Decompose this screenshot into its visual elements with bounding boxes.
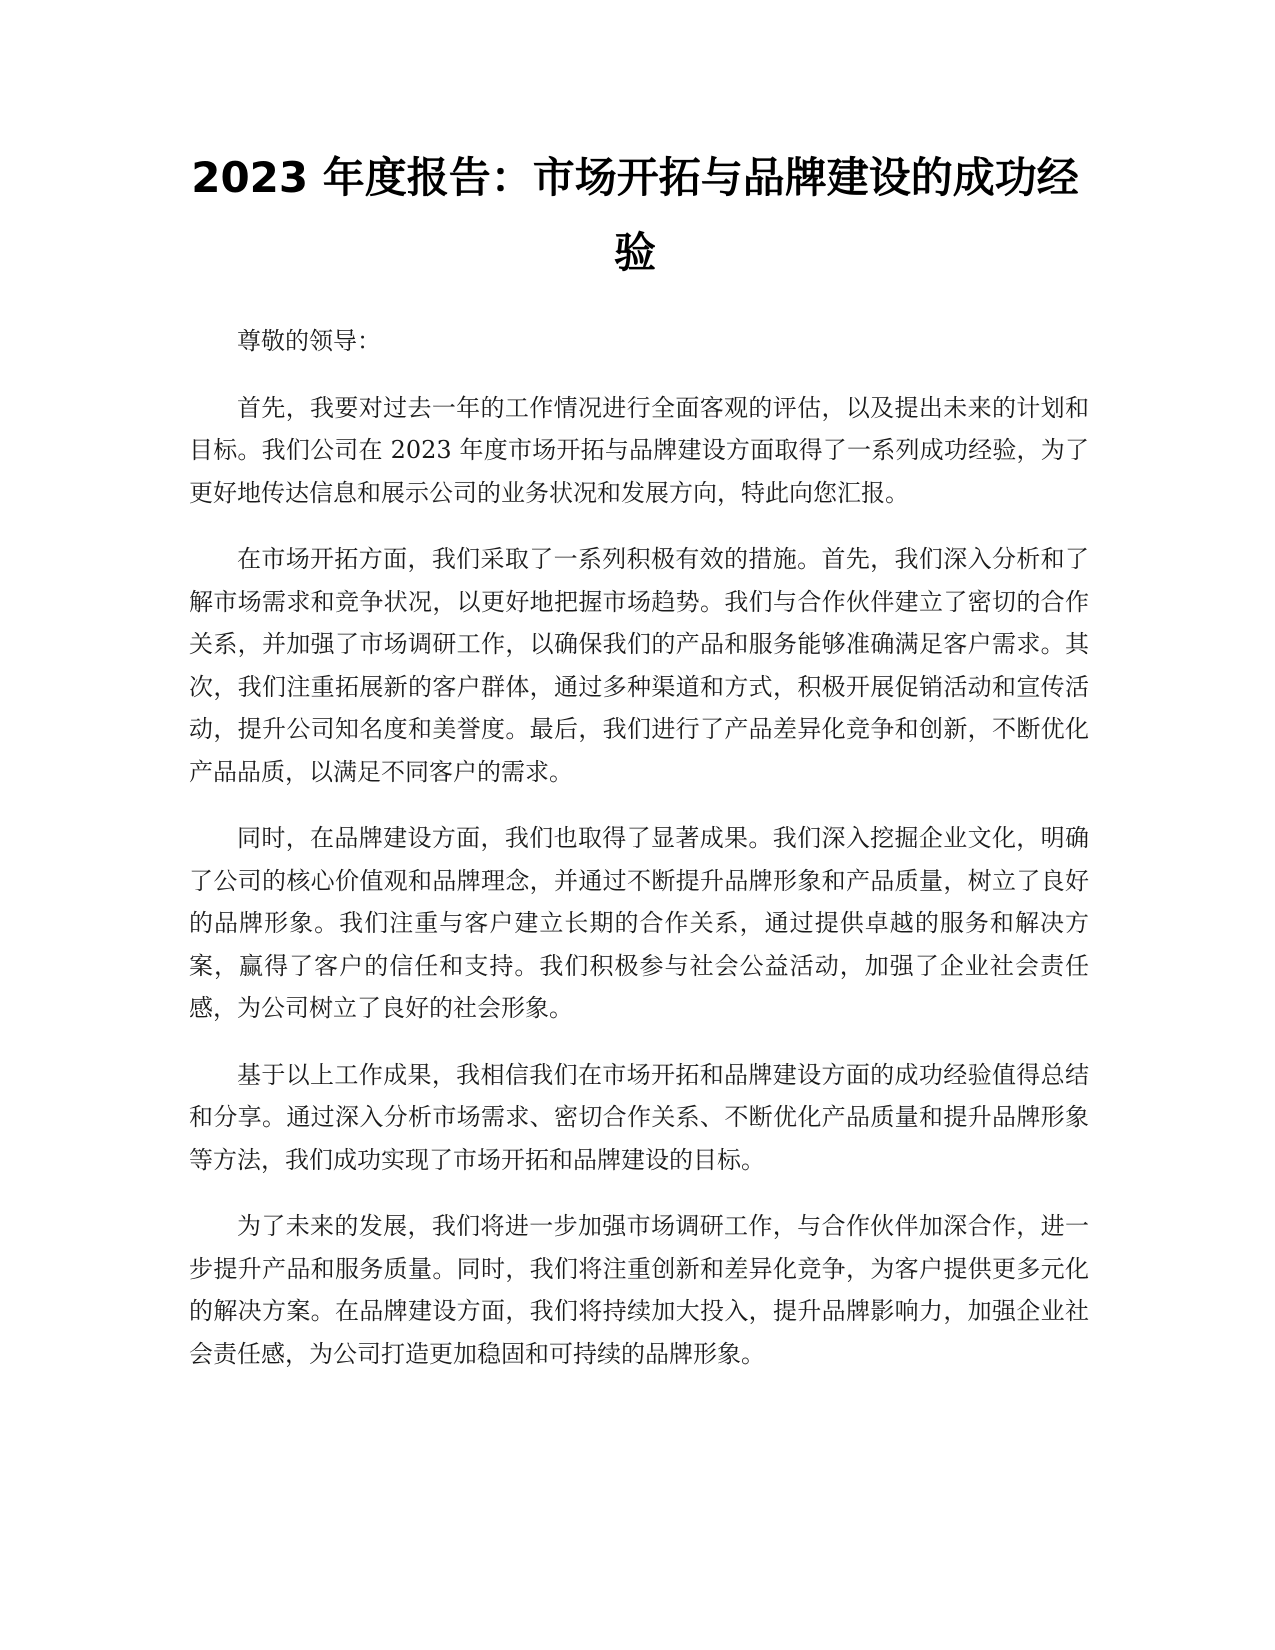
paragraph-summary: 基于以上工作成果，我相信我们在市场开拓和品牌建设方面的成功经验值得总结和分享。通过深入分析市场需求、密切合作关系、不断优化产品质量和提升品牌形象等方法，我们成功实现了市场开拓和品牌建设的目标。	[189, 1060, 1089, 1174]
paragraph-future-plan: 为了未来的发展，我们将进一步加强市场调研工作，与合作伙伴加深合作，进一步提升产品和服务质量。同时，我们将注重创新和差异化竞争，为客户提供更多元化的解决方案。在品牌建设方面，我们将持续加大投入，提升品牌影响力，加强企业社会责任感，为公司打造更加稳固和可持续的品牌形象。	[189, 1212, 1089, 1368]
paragraph-market-expansion: 在市场开拓方面，我们采取了一系列积极有效的措施。首先，我们深入分析和了解市场需求和竞争状况，以更好地把握市场趋势。我们与合作伙伴建立了密切的合作关系，并加强了市场调研工作，以确保我们的产品和服务能够准确满足客户需求。其次，我们注重拓展新的客户群体，通过多种渠道和方式，积极开展促销活动和宣传活动，提升公司知名度和美誉度。最后，我们进行了产品差异化竞争和创新，不断优化产品品质，以满足不同客户的需求。	[189, 545, 1089, 786]
paragraph-brand-building: 同时，在品牌建设方面，我们也取得了显著成果。我们深入挖掘企业文化，明确了公司的核心价值观和品牌理念，并通过不断提升品牌形象和产品质量，树立了良好的品牌形象。我们注重与客户建立长期的合作关系，通过提供卓越的服务和解决方案，赢得了客户的信任和支持。我们积极参与社会公益活动，加强了企业社会责任感，为公司树立了良好的社会形象。	[189, 824, 1089, 1022]
salutation: 尊敬的领导：	[237, 327, 381, 355]
document-title: 2023 年度报告：市场开拓与品牌建设的成功经验	[191, 153, 1079, 277]
paragraph-intro: 首先，我要对过去一年的工作情况进行全面客观的评估，以及提出未来的计划和目标。我们公司在 2023 年度市场开拓与品牌建设方面取得了一系列成功经验，为了更好地传达信息和展示公司的业务状况和发展方向，特此向您汇报。	[189, 393, 1089, 507]
document-body	[189, 320, 1089, 1399]
